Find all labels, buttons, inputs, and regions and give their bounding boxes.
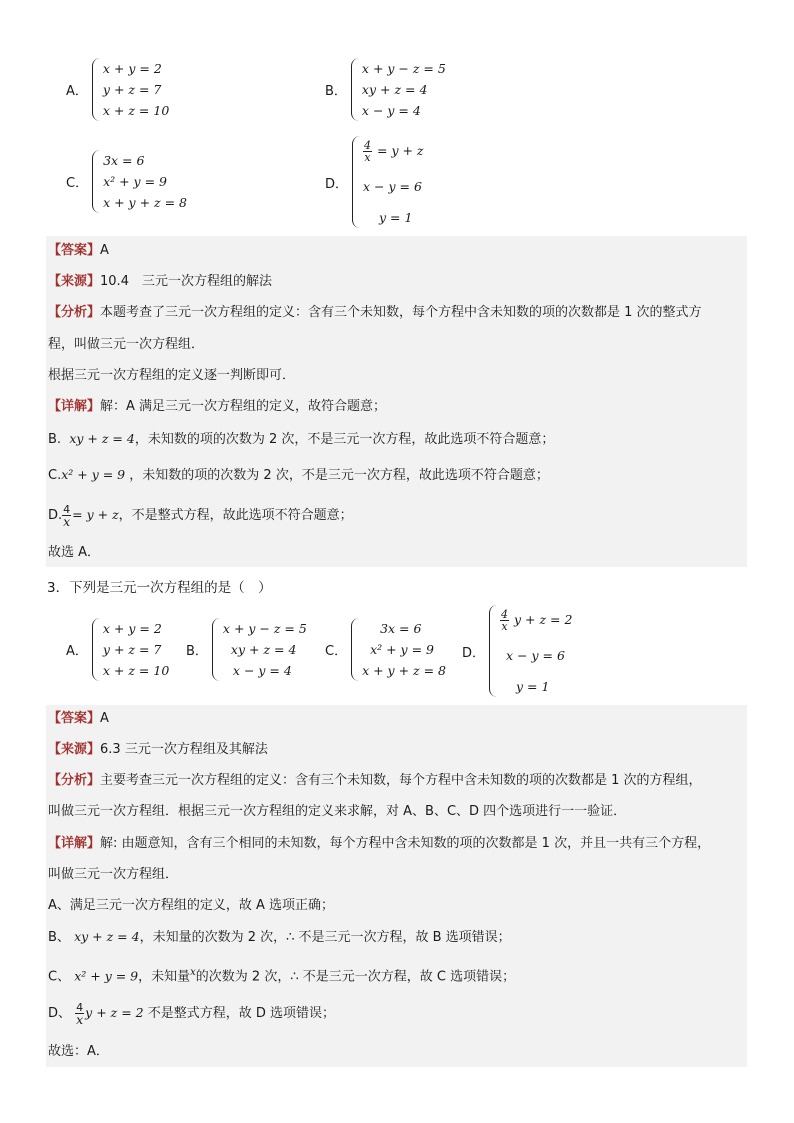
equation: $\frac{4}{x}$ = y + z bbox=[364, 139, 424, 164]
q3-solution-panel bbox=[46, 705, 747, 1067]
detail-line bbox=[48, 398, 386, 416]
option-letter: B． bbox=[325, 84, 347, 99]
equation: x + y + z = 8 bbox=[362, 663, 446, 678]
answer-line bbox=[48, 710, 109, 728]
equation: x + z = 10 bbox=[102, 663, 170, 678]
equation: xy + z = 4 bbox=[230, 642, 297, 657]
detail-text: 解：A 满足三元一次方程组的定义，故符合题意； bbox=[100, 399, 387, 414]
option-letter: C． bbox=[325, 644, 348, 659]
equation-system bbox=[351, 58, 446, 121]
equation: $\frac{4}{x}$ y + z = 2 bbox=[501, 608, 573, 633]
brace bbox=[212, 618, 220, 681]
option-letter: A． bbox=[66, 644, 88, 659]
detail-c: C.x² + y = 9 ，未知数的项的次数为 2 次，不是三元一次方程，故此选项不符合题意； bbox=[48, 467, 549, 483]
math-expression: x² + y = 9 bbox=[74, 968, 139, 984]
equation: x + y = 2 bbox=[102, 61, 162, 76]
option-letter: D． bbox=[462, 645, 486, 661]
fraction: $\frac{4}{x}$ bbox=[501, 608, 509, 633]
brace bbox=[92, 58, 100, 121]
math-variable: x bbox=[190, 967, 196, 978]
detail-d: D. $\frac{4}{x}$ = y + z，不是整式方程，故此选项不符合题意； bbox=[48, 503, 353, 529]
math-expression: y + z = 2 bbox=[85, 1005, 144, 1020]
analysis-text: 本题考查了三元一次方程组的定义：含有三个未知数，每个方程中含未知数的项的次数都是 1 次的整式方 bbox=[100, 305, 702, 320]
analysis-tag: 【分析】 bbox=[48, 773, 101, 788]
equation-system bbox=[351, 618, 446, 681]
answer-tag: 【答案】 bbox=[48, 243, 101, 258]
brace bbox=[489, 605, 497, 697]
equation: y + z = 7 bbox=[102, 642, 162, 657]
equation: y = 1 bbox=[379, 210, 413, 225]
equation: x + y − z = 5 bbox=[361, 61, 446, 76]
option-letter: C． bbox=[66, 176, 89, 191]
analysis-line bbox=[48, 772, 702, 790]
conclusion: 故选：A． bbox=[48, 1044, 109, 1059]
analysis-method: 根据三元一次方程组的定义逐一判断即可． bbox=[48, 368, 296, 383]
detail-d: D、 $\frac{4}{x}$ y + z = 2 不是整式方程，故 D 选项错误； bbox=[48, 1001, 336, 1027]
source-line bbox=[48, 741, 268, 759]
q3-option-d bbox=[462, 605, 572, 697]
option-letter: D． bbox=[325, 176, 349, 192]
source-text: 10.4 三元一次方程组的解法 bbox=[100, 274, 272, 289]
answer-line bbox=[48, 242, 109, 260]
math-expression: xy + z = 4 bbox=[74, 929, 140, 944]
answer-value: A bbox=[100, 243, 109, 258]
q3-option-c bbox=[325, 618, 446, 681]
q2-solution-panel bbox=[46, 236, 747, 567]
q3-option-b bbox=[186, 618, 307, 681]
equation: x − y = 4 bbox=[361, 103, 421, 118]
equation: 3x = 6 bbox=[103, 153, 145, 168]
equation: x² + y = 9 bbox=[370, 642, 434, 657]
answer-value: A bbox=[100, 711, 109, 726]
detail-a: A、满足三元一次方程组的定义，故 A 选项正确； bbox=[48, 898, 335, 913]
equation: 3x = 6 bbox=[380, 621, 422, 636]
fraction: $\frac{4}{x}$ bbox=[63, 503, 71, 529]
equation-system bbox=[92, 150, 187, 213]
equation: x + y − z = 5 bbox=[222, 621, 307, 636]
analysis-tag: 【分析】 bbox=[48, 305, 101, 320]
equation: y = 1 bbox=[516, 679, 550, 694]
equation: x + z = 10 bbox=[102, 103, 170, 118]
fraction: $\frac{4}{x}$ bbox=[364, 139, 372, 164]
detail-line bbox=[48, 835, 710, 853]
q2-option-a bbox=[66, 58, 169, 121]
brace bbox=[92, 150, 100, 213]
analysis-line bbox=[48, 304, 702, 322]
brace bbox=[352, 136, 360, 228]
equation: x + y = 2 bbox=[102, 621, 162, 636]
detail-tag: 【详解】 bbox=[48, 399, 101, 414]
answer-tag: 【答案】 bbox=[48, 711, 101, 726]
equation-system bbox=[212, 618, 307, 681]
option-letter: B． bbox=[186, 644, 208, 659]
equation-system bbox=[489, 605, 572, 697]
detail-c: C、 x² + y = 9，未知量$^x$的次数为 2 次，∴ 不是三元一次方程，故 C 选项错误； bbox=[48, 967, 516, 985]
equation: xy + z = 4 bbox=[361, 82, 428, 97]
q3-option-a bbox=[66, 618, 169, 681]
detail-b: B、 xy + z = 4，未知量的次数为 2 次，∴ 不是三元一次方程，故 B 选项错误； bbox=[48, 929, 511, 945]
equation-system bbox=[92, 58, 169, 121]
analysis-continuation: 程，叫做三元一次方程组． bbox=[48, 337, 205, 352]
equation: x − y = 6 bbox=[506, 648, 565, 663]
math-expression: = y + z bbox=[72, 507, 119, 522]
source-tag: 【来源】 bbox=[48, 742, 101, 757]
question-stem: 3．下列是三元一次方程组的是（ ） bbox=[47, 580, 272, 596]
brace bbox=[351, 618, 359, 681]
analysis-continuation: 叫做三元一次方程组．根据三元一次方程组的定义来求解，对 A、B、C、D 四个选项进行一一验证． bbox=[48, 804, 627, 819]
equation: x − y = 6 bbox=[363, 179, 422, 194]
source-line bbox=[48, 273, 272, 291]
source-text: 6.3 三元一次方程组及其解法 bbox=[100, 742, 268, 757]
fraction: $\frac{4}{x}$ bbox=[76, 1001, 84, 1027]
detail-text: 解: 由题意知，含有三个相同的未知数，每个方程中含未知数的项的次数都是 1 次，并且一共有三个方程， bbox=[100, 836, 711, 851]
q2-option-d bbox=[325, 136, 424, 228]
equation: y + z = 7 bbox=[102, 82, 162, 97]
math-expression: xy + z = 4 bbox=[69, 431, 135, 446]
analysis-text: 主要考查三元一次方程组的定义：含有三个未知数，每个方程中含未知数的项的次数都是 1 次的方程组， bbox=[100, 773, 702, 788]
source-tag: 【来源】 bbox=[48, 274, 101, 289]
conclusion: 故选 A． bbox=[48, 545, 101, 560]
equation: x² + y = 9 bbox=[103, 174, 167, 189]
detail-continuation: 叫做三元一次方程组． bbox=[48, 867, 179, 882]
brace bbox=[351, 58, 359, 121]
q2-option-b bbox=[325, 58, 446, 121]
brace bbox=[92, 618, 100, 681]
option-letter: A． bbox=[66, 84, 88, 99]
equation: x + y + z = 8 bbox=[103, 195, 187, 210]
equation: x − y = 4 bbox=[232, 663, 292, 678]
equation-system bbox=[352, 136, 424, 228]
detail-tag: 【详解】 bbox=[48, 836, 101, 851]
math-expression: x² + y = 9 bbox=[61, 467, 126, 482]
q2-option-c bbox=[66, 150, 187, 213]
detail-b: B. xy + z = 4，未知数的项的次数为 2 次，不是三元一次方程，故此选项不符合题意； bbox=[48, 431, 555, 447]
equation-system bbox=[92, 618, 169, 681]
